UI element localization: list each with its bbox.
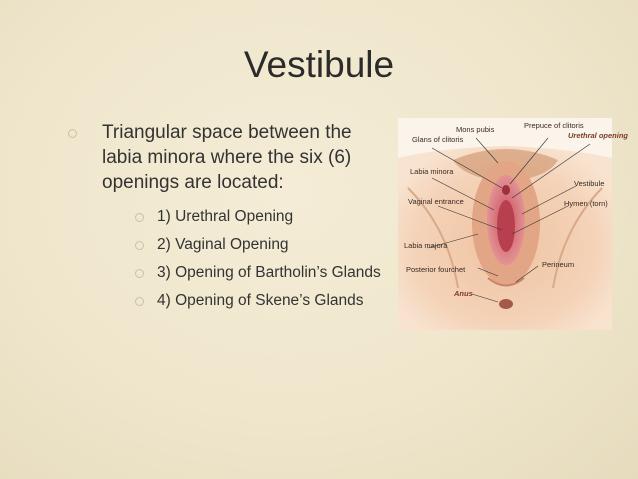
- anatomy-illustration: [398, 118, 612, 330]
- bullet-ring-icon: [68, 129, 77, 138]
- label-prepuce: Prepuce of clitoris: [524, 121, 584, 130]
- main-bullet: [70, 120, 390, 195]
- label-perineum: Perineum: [542, 260, 575, 269]
- bullet-ring-icon: [135, 213, 144, 222]
- sub-bullet-text: 1) Urethral Opening: [157, 208, 294, 225]
- sub-bullet: [135, 264, 381, 292]
- label-vaginal: Vaginal entrance: [408, 197, 464, 206]
- label-posterior: Posterior fourchet: [406, 265, 466, 274]
- label-anus: Anus: [454, 289, 473, 298]
- slide-title: Vestibule: [243, 44, 395, 85]
- sub-bullet: [135, 292, 381, 320]
- bullet-ring-icon: [135, 269, 144, 278]
- sub-bullet-list: [135, 208, 381, 320]
- sub-bullet-text: 2) Vaginal Opening: [157, 236, 289, 253]
- sub-bullet-text: 4) Opening of Skene’s Glands: [157, 292, 364, 309]
- sub-bullet: [135, 236, 381, 264]
- sub-bullet: [135, 208, 381, 236]
- bullet-ring-icon: [135, 297, 144, 306]
- label-labia-majora: Labia majora: [404, 241, 448, 250]
- label-glans: Glans of clitoris: [412, 135, 464, 144]
- anatomy-figure: [398, 118, 629, 330]
- label-vestibule: Vestibule: [574, 179, 605, 188]
- main-bullet-text: Triangular space between the labia minora where the six (6) openings are located:: [102, 122, 352, 193]
- label-hymen: Hymen (torn): [564, 199, 608, 208]
- label-mons: Mons pubis: [456, 125, 495, 134]
- label-urethral: Urethral opening: [568, 131, 629, 140]
- sub-bullet-text: 3) Opening of Bartholin’s Glands: [157, 264, 381, 281]
- bullet-ring-icon: [135, 241, 144, 250]
- label-labia-minora: Labia minora: [410, 167, 454, 176]
